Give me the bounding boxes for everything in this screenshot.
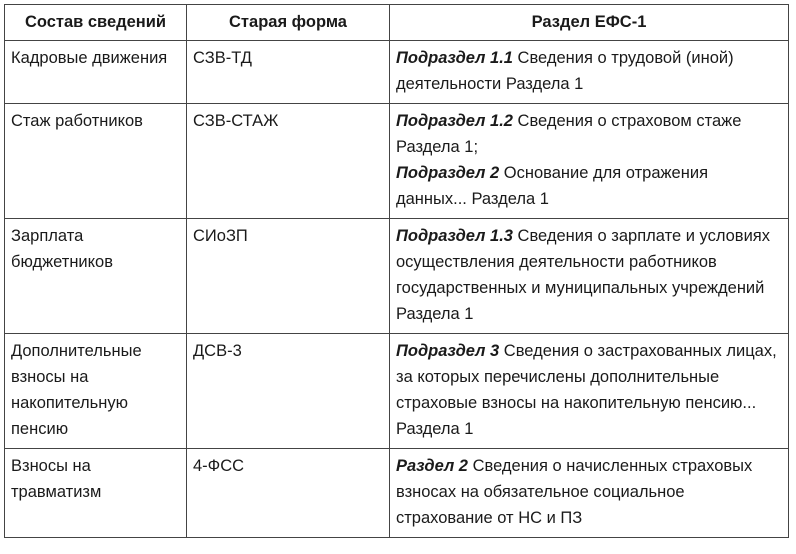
cell-old-form: 4-ФСС bbox=[187, 449, 390, 538]
cell-section bbox=[390, 41, 789, 104]
subsection-label: Подраздел 3 bbox=[396, 342, 500, 360]
table-row bbox=[5, 41, 789, 104]
subsection-label: Подраздел 1.2 bbox=[396, 112, 513, 130]
subsection-text: Сведения о начисленных страховых взносах на обязательное социальное страхование от НС и ПЗ bbox=[396, 457, 753, 527]
subsection-text: Сведения о страховом стаже Раздела 1; bbox=[396, 112, 742, 156]
efs-comparison-table bbox=[4, 4, 789, 538]
subsection-text: Сведения о застрахованных лицах, за которых перечислены дополнительные страховые взносы на накопительную пенсию... Раздела 1 bbox=[396, 342, 777, 438]
header-info-composition: Состав сведений bbox=[5, 5, 187, 41]
cell-old-form: СЗВ-ТД bbox=[187, 41, 390, 104]
cell-old-form: СЗВ-СТАЖ bbox=[187, 104, 390, 219]
subsection-entry bbox=[396, 108, 782, 160]
cell-section bbox=[390, 449, 789, 538]
cell-info: Взносы на травматизм bbox=[5, 449, 187, 538]
subsection-text: Сведения о трудовой (иной) деятельности Раздела 1 bbox=[396, 49, 734, 93]
header-old-form: Старая форма bbox=[187, 5, 390, 41]
cell-old-form: ДСВ-3 bbox=[187, 334, 390, 449]
subsection-label: Подраздел 1.3 bbox=[396, 227, 513, 245]
subsection-label: Подраздел 1.1 bbox=[396, 49, 513, 67]
table-row bbox=[5, 104, 789, 219]
table-header-row bbox=[5, 5, 789, 41]
table-row bbox=[5, 449, 789, 538]
cell-section bbox=[390, 219, 789, 334]
table-row bbox=[5, 334, 789, 449]
cell-section bbox=[390, 334, 789, 449]
cell-info: Стаж работников bbox=[5, 104, 187, 219]
cell-info: Дополнительные взносы на накопительную пенсию bbox=[5, 334, 187, 449]
cell-info: Кадровые движения bbox=[5, 41, 187, 104]
subsection-text: Сведения о зарплате и условиях осуществления деятельности работников государственных и муниципальных учреждений Раздела 1 bbox=[396, 227, 770, 323]
table-row bbox=[5, 219, 789, 334]
cell-section bbox=[390, 104, 789, 219]
subsection-label: Подраздел 2 bbox=[396, 164, 500, 182]
cell-old-form: СИоЗП bbox=[187, 219, 390, 334]
cell-info: Зарплата бюджетников bbox=[5, 219, 187, 334]
header-efs-section: Раздел ЕФС-1 bbox=[390, 5, 789, 41]
subsection-text: Основание для отражения данных... Раздела 1 bbox=[396, 164, 708, 208]
subsection-entry bbox=[396, 160, 782, 212]
subsection-label: Раздел 2 bbox=[396, 457, 468, 475]
